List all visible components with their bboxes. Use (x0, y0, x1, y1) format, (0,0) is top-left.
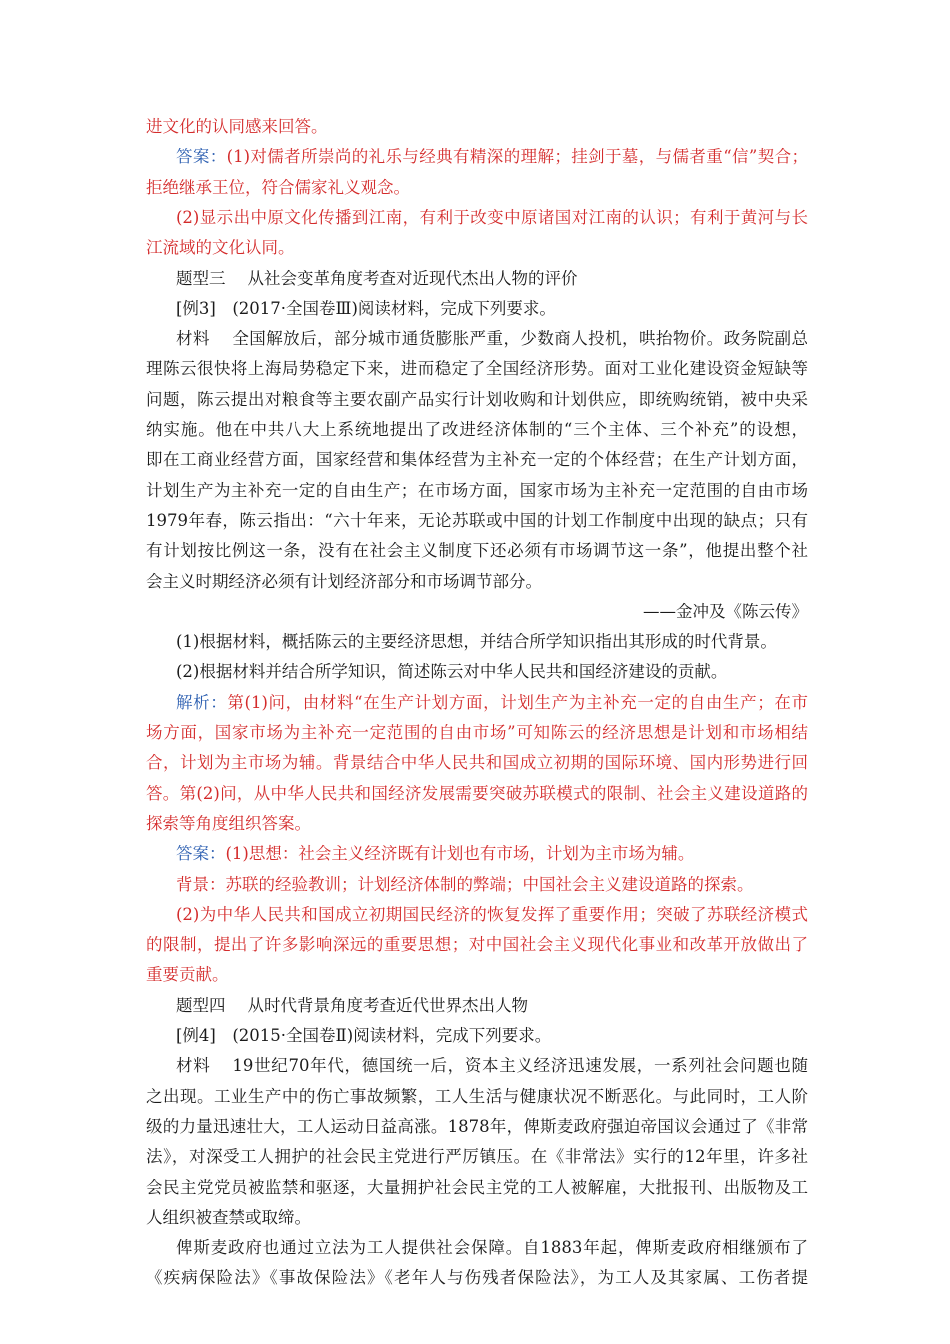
text-line (176, 657, 808, 687)
text-line (146, 536, 808, 566)
text-line (176, 264, 808, 294)
text-segment: 之出现。工业生产中的伤亡事故频繁，工人生活与健康状况不断恶化。与此同时，工人阶 (146, 1086, 808, 1106)
text-line (146, 476, 808, 506)
text-line (146, 1263, 808, 1293)
text-segment: ——金冲及《陈云传》 (643, 601, 808, 621)
text-line (176, 1051, 808, 1081)
text-segment: 法》，对深受工人拥护的社会民主党进行严厉镇压。在《非常法》实行的12年里，许多社 (146, 1147, 808, 1167)
text-segment: 理陈云很快将上海局势稳定下来，进而稳定了全国经济形势。面对工业化建设资金短缺等 (146, 359, 808, 379)
text-line (146, 445, 808, 475)
text-line (176, 1233, 808, 1263)
answer-label: 答案： (176, 844, 226, 864)
text-line (146, 597, 808, 627)
text-line (176, 900, 808, 930)
text-segment: 会民主党党员被监禁和驱逐，大量拥护社会民主党的工人被解雇，大批报刊、出版物及工 (146, 1177, 808, 1197)
text-segment: 即在工商业经营方面，国家经营和集体经营为主补充一定的个体经营；在生产计划方面， (146, 450, 808, 470)
text-line (146, 173, 808, 203)
text-segment: 背景：苏联的经验教训；计划经济体制的弊端；中国社会主义建设道路的探索。 (176, 874, 754, 894)
text-line (146, 1082, 808, 1112)
text-line (176, 688, 808, 718)
text-segment: 答。第(2)问，从中华人民共和国经济发展需要突破苏联模式的限制、社会主义建设道路的 (146, 783, 808, 803)
text-segment: (1)根据材料，概括陈云的主要经济思想，并结合所学知识指出其形成的时代背景。 (176, 632, 777, 652)
text-line (146, 567, 808, 597)
text-line (146, 748, 808, 778)
text-segment: 第(1)问，由材料“在生产计划方面，计划生产为主补充一定的自由生产；在市 (227, 692, 808, 712)
text-segment: 场方面，国家市场为主补充一定范围的自由市场”可知陈云的经济思想是计划和市场相结 (146, 723, 808, 742)
text-line (146, 1142, 808, 1172)
text-segment: [例3] (2017·全国卷Ⅲ)阅读材料，完成下列要求。 (176, 298, 556, 318)
text-segment: 从社会变革角度考查对近现代杰出人物的评价 (247, 268, 578, 288)
text-line (176, 142, 808, 172)
text-segment: 全国解放后，部分城市通货膨胀严重，少数商人投机，哄抬物价。政务院副总 (231, 329, 808, 349)
text-segment: 问题，陈云提出对粮食等主要农副产品实行计划收购和计划供应，即统购统销，被中央采 (146, 389, 808, 409)
text-line (176, 324, 808, 354)
text-line (176, 627, 808, 657)
text-segment: 1979年春，陈云指出：“六十年来，无论苏联或中国的计划工作制度中出现的缺点；只有 (146, 510, 808, 530)
text-segment: (2)为中华人民共和国成立初期国民经济的恢复发挥了重要作用；突破了苏联经济模式 (176, 904, 808, 924)
text-line (176, 203, 808, 233)
text-segment: 俾斯麦政府也通过立法为工人提供社会保障。自1883年起，俾斯麦政府相继颁布了 (176, 1238, 808, 1258)
text-segment: (2)显示出中原文化传播到江南，有利于改变中原诸国对江南的认识；有利于黄河与长 (176, 207, 808, 227)
text-line (146, 930, 808, 960)
text-segment: 人组织被查禁或取缔。 (146, 1207, 311, 1227)
text-line (146, 415, 808, 445)
text-line (146, 354, 808, 384)
text-segment: 合，计划为主市场为辅。背景结合中华人民共和国成立初期的国际环境、国内形势进行回 (146, 753, 808, 773)
text-segment: 会主义时期经济必须有计划经济部分和市场调节部分。 (146, 571, 542, 591)
text-segment: 有计划按比例这一条，没有在社会主义制度下还必须有市场调节这一条”，他提出整个社 (146, 541, 808, 561)
text-segment: 纳实施。他在中共八大上系统地提出了改进经济体制的“三个主体、三个补充”的设想， (146, 420, 808, 439)
text-segment: 重要贡献。 (146, 965, 229, 985)
text-line (146, 112, 808, 142)
text-segment: 计划生产为主补充一定的自由生产；在市场方面，国家市场为主补充一定范围的自由市场 (146, 480, 808, 500)
text-segment: 进文化的认同感来回答。 (146, 117, 328, 136)
text-line (176, 870, 808, 900)
text-segment: 《疾病保险法》《事故保险法》《老年人与伤残者保险法》，为工人及其家属、工伤者提 (146, 1268, 808, 1288)
text-line (146, 1173, 808, 1203)
text-segment: 题型三 (176, 268, 226, 288)
answer-label: 解析： (176, 692, 228, 712)
text-segment: (2)根据材料并结合所学知识，简述陈云对中华人民共和国经济建设的贡献。 (176, 662, 728, 682)
text-segment: 材料 (176, 329, 210, 349)
text-segment: (1)思想：社会主义经济既有计划也有市场，计划为主市场为辅。 (225, 844, 695, 864)
text-segment: 江流域的文化认同。 (146, 238, 295, 258)
text-segment: 拒绝继承王位，符合儒家礼义观念。 (146, 177, 410, 197)
answer-label: 答案： (176, 147, 227, 167)
text-line (146, 385, 808, 415)
text-segment: [例4] (2015·全国卷Ⅱ)阅读材料，完成下列要求。 (176, 1026, 552, 1045)
text-line (146, 1203, 808, 1233)
text-line (146, 506, 808, 536)
text-line (176, 839, 808, 869)
text-line (146, 779, 808, 809)
text-line (146, 1112, 808, 1142)
text-segment: (1)对儒者所崇尚的礼乐与经典有精深的理解；挂剑于墓，与儒者重“信”契合； (226, 147, 808, 167)
text-line (176, 991, 808, 1021)
text-segment: 探索等角度组织答案。 (146, 813, 311, 833)
text-line (176, 294, 808, 324)
text-line (146, 233, 808, 263)
text-line (146, 718, 808, 748)
text-segment: 的限制，提出了许多影响深远的重要思想；对中国社会主义现代化事业和改革开放做出了 (146, 935, 808, 955)
text-segment: 级的力量迅速壮大，工人运动日益高涨。1878年，俾斯麦政府强迫帝国议会通过了《非常 (146, 1116, 808, 1136)
text-segment: 题型四 (176, 995, 226, 1015)
text-segment: 19世纪70年代，德国统一后，资本主义经济迅速发展，一系列社会问题也随 (232, 1056, 808, 1076)
text-segment: 从时代背景角度考查近代世界杰出人物 (247, 995, 528, 1015)
text-line (176, 1021, 808, 1051)
text-line (146, 809, 808, 839)
text-segment: 材料 (176, 1056, 211, 1076)
text-line (146, 960, 808, 990)
